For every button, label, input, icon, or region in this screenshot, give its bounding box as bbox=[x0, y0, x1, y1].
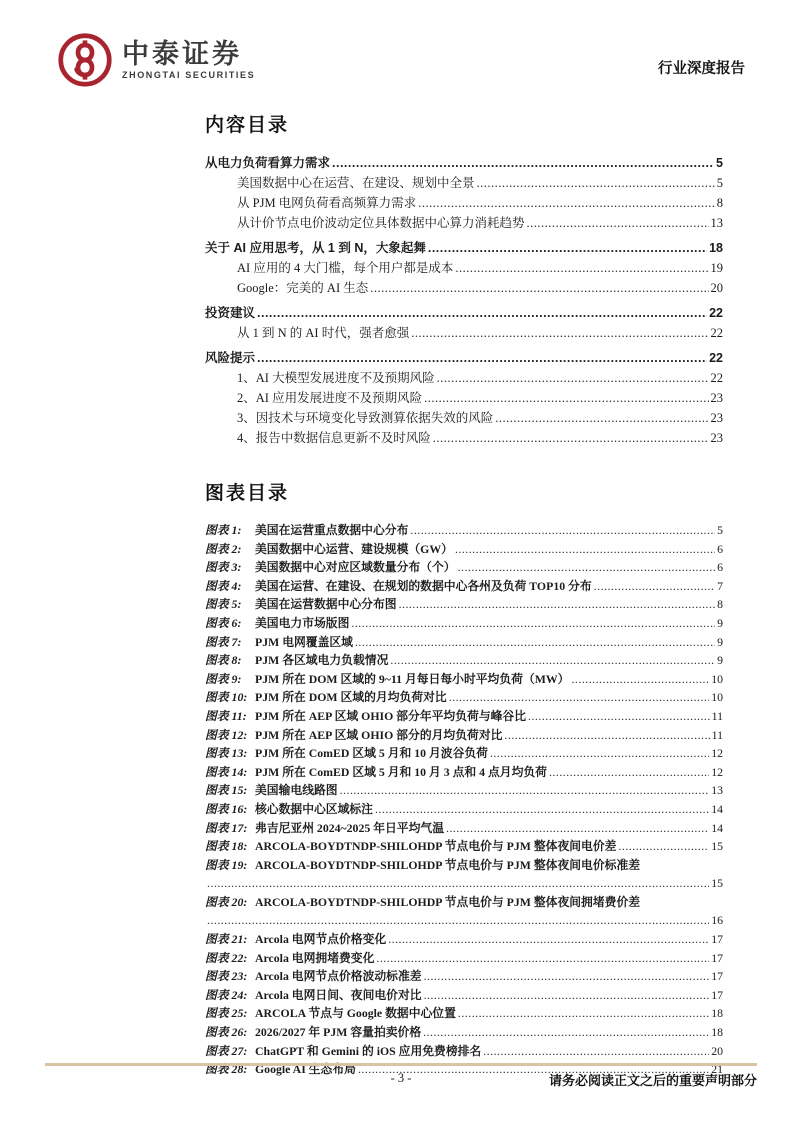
content-toc-title: 内容目录 bbox=[205, 115, 290, 136]
dot-leader bbox=[355, 633, 715, 652]
page-header bbox=[57, 26, 745, 88]
figure-label: 图表 2: bbox=[205, 541, 242, 556]
figure-toc-entry[interactable] bbox=[205, 967, 723, 986]
content-toc-entry[interactable] bbox=[205, 408, 723, 428]
entry-text: 从电力负荷看算力需求 bbox=[205, 156, 331, 170]
entry-page: 6 bbox=[717, 560, 723, 575]
entry-text: 风险提示 bbox=[205, 351, 256, 365]
dot-leader bbox=[504, 726, 709, 745]
entry-page: 12 bbox=[711, 746, 723, 761]
dot-leader bbox=[376, 949, 709, 968]
dot-leader bbox=[207, 874, 709, 893]
entry-page: 13 bbox=[710, 216, 723, 230]
figure-label: 图表 12: bbox=[205, 727, 248, 742]
content-toc-entry[interactable] bbox=[205, 193, 723, 213]
entry-text: 投资建议 bbox=[205, 306, 256, 320]
figure-toc-list bbox=[205, 521, 723, 1079]
entry-text: PJM 电网覆盖区域 bbox=[255, 634, 353, 649]
entry-text: 美国电力市场版图 bbox=[255, 615, 350, 630]
dot-leader bbox=[399, 595, 716, 614]
logo-name-cn: 中泰证券 bbox=[122, 39, 242, 69]
dot-leader bbox=[483, 1042, 709, 1061]
logo-name-en: ZHONGTAI SECURITIES bbox=[122, 70, 256, 80]
content-toc-entry[interactable] bbox=[205, 388, 723, 408]
entry-text: 美国在运营、在建设、在规划的数据中心各州及负荷 TOP10 分布 bbox=[255, 578, 592, 593]
entry-page: 15 bbox=[711, 876, 723, 891]
figure-label: 图表 14: bbox=[205, 764, 248, 779]
entry-text: ARCOLA-BOYDTNDP-SHILOHDP 节点电价与 PJM 整体夜间电价差 bbox=[255, 839, 617, 854]
entry-page: 21 bbox=[711, 1062, 723, 1077]
entry-page: 20 bbox=[710, 281, 723, 295]
dot-leader bbox=[351, 614, 715, 633]
dot-leader bbox=[428, 238, 707, 258]
entry-page: 10 bbox=[711, 671, 723, 686]
figure-toc-entry[interactable] bbox=[205, 819, 723, 838]
content-toc-entry[interactable] bbox=[205, 258, 723, 278]
page-footer bbox=[45, 1063, 757, 1096]
dot-leader bbox=[423, 1023, 709, 1042]
figure-toc-entry[interactable] bbox=[205, 949, 723, 968]
content-toc-entry[interactable] bbox=[205, 428, 723, 448]
figure-label: 图表 1: bbox=[205, 523, 242, 537]
entry-text: 弗吉尼亚州 2024~2025 年日平均气温 bbox=[255, 820, 444, 835]
entry-page: 16 bbox=[711, 913, 723, 928]
entry-page: 8 bbox=[716, 196, 723, 210]
figure-toc-entry[interactable] bbox=[205, 726, 723, 745]
entry-text: 2、AI 应用发展进度不及预期风险 bbox=[237, 391, 423, 405]
figure-label: 图表 23: bbox=[205, 969, 248, 984]
dot-leader bbox=[458, 1004, 709, 1023]
figure-toc-entry[interactable] bbox=[205, 651, 723, 670]
figure-toc-entry[interactable] bbox=[205, 670, 723, 689]
toc-main bbox=[205, 100, 723, 1079]
dot-leader bbox=[375, 800, 709, 819]
figure-toc-entry[interactable] bbox=[205, 744, 723, 763]
content-toc-entry[interactable] bbox=[205, 238, 723, 258]
entry-page: 15 bbox=[711, 839, 723, 854]
content-toc-entry[interactable] bbox=[205, 278, 723, 298]
entry-page: 13 bbox=[711, 783, 723, 798]
figure-toc-entry[interactable] bbox=[205, 930, 723, 949]
dot-leader bbox=[495, 408, 708, 428]
entry-page: 6 bbox=[717, 541, 723, 556]
content-toc-entry[interactable] bbox=[205, 213, 723, 233]
figure-label: 图表 22: bbox=[205, 950, 248, 965]
entry-text: ARCOLA 节点与 Google 数据中心位置 bbox=[255, 1006, 456, 1021]
figure-toc-title: 图表目录 bbox=[205, 483, 290, 504]
report-type-label: 行业深度报告 bbox=[658, 61, 745, 77]
entry-page: 9 bbox=[717, 634, 723, 649]
entry-text: Arcola 电网拥堵费变化 bbox=[255, 950, 375, 965]
dot-leader bbox=[571, 670, 709, 689]
figure-label: 图表 18: bbox=[205, 839, 248, 854]
dot-leader bbox=[207, 911, 709, 930]
entry-page: 18 bbox=[709, 241, 723, 255]
figure-toc-entry[interactable] bbox=[205, 595, 723, 614]
figure-label: 图表 6: bbox=[205, 615, 242, 630]
dot-leader bbox=[549, 763, 709, 782]
entry-text: ARCOLA-BOYDTNDP-SHILOHDP 节点电价与 PJM 整体夜间拥堵费价差 bbox=[255, 894, 641, 909]
entry-page: 22 bbox=[709, 351, 723, 365]
entry-page: 18 bbox=[711, 1006, 723, 1021]
entry-page: 8 bbox=[717, 597, 723, 612]
entry-page: 20 bbox=[711, 1043, 723, 1058]
content-toc-list bbox=[205, 153, 723, 448]
dot-leader bbox=[340, 781, 710, 800]
figure-toc-entry[interactable] bbox=[205, 893, 723, 912]
dot-leader bbox=[527, 213, 709, 233]
figure-label: 图表 24: bbox=[205, 987, 248, 1002]
dot-leader bbox=[388, 930, 709, 949]
entry-page: 5 bbox=[716, 176, 723, 190]
figure-toc-entry[interactable] bbox=[205, 986, 723, 1005]
figure-label: 图表 8: bbox=[205, 653, 242, 668]
figure-label: 图表 27: bbox=[205, 1043, 248, 1058]
entry-page: 5 bbox=[717, 523, 723, 537]
logo-text bbox=[122, 39, 255, 81]
entry-page: 22 bbox=[709, 306, 723, 320]
dot-leader bbox=[257, 348, 707, 368]
content-toc-entry[interactable] bbox=[205, 348, 723, 368]
dot-leader bbox=[455, 258, 708, 278]
entry-page: 18 bbox=[711, 1025, 723, 1040]
zhongtai-logo-icon bbox=[57, 32, 113, 88]
entry-page: 17 bbox=[711, 950, 723, 965]
figure-label: 图表 21: bbox=[205, 932, 248, 947]
entry-page: 9 bbox=[717, 653, 723, 668]
figure-toc-entry[interactable] bbox=[205, 521, 723, 540]
entry-text: Arcola 电网节点价格波动标准差 bbox=[255, 969, 422, 984]
entry-text: ARCOLA-BOYDTNDP-SHILOHDP 节点电价与 PJM 整体夜间电价标准差 bbox=[255, 857, 641, 872]
entry-text: 美国在运营重点数据中心分布 bbox=[255, 523, 409, 537]
dot-leader bbox=[477, 173, 715, 193]
figure-label: 图表 10: bbox=[205, 690, 248, 705]
entry-page: 9 bbox=[717, 615, 723, 630]
dot-leader bbox=[594, 577, 715, 596]
figure-label: 图表 15: bbox=[205, 783, 248, 798]
figure-toc-entry[interactable] bbox=[205, 540, 723, 559]
entry-text: 1、AI 大模型发展进度不及预期风险 bbox=[237, 371, 435, 385]
dot-leader bbox=[418, 193, 715, 213]
entry-page: 19 bbox=[710, 261, 723, 275]
entry-page: 7 bbox=[717, 578, 723, 593]
figure-label: 图表 9: bbox=[205, 671, 242, 686]
footer-disclaimer: 请务必阅读正文之后的重要声明部分 bbox=[548, 1073, 757, 1088]
zhongtai-logo bbox=[57, 32, 255, 88]
entry-page: 5 bbox=[716, 156, 723, 170]
entry-page: 23 bbox=[710, 391, 723, 405]
figure-toc-entry[interactable] bbox=[205, 1042, 723, 1061]
entry-page: 22 bbox=[710, 371, 723, 385]
figure-toc-entry[interactable] bbox=[205, 1004, 723, 1023]
dot-leader bbox=[257, 303, 707, 323]
figure-label: 图表 25: bbox=[205, 1006, 248, 1021]
figure-toc-entry[interactable] bbox=[205, 856, 723, 875]
entry-page: 17 bbox=[711, 987, 723, 1002]
entry-page: 22 bbox=[710, 326, 723, 340]
entry-text: PJM 所在 DOM 区域的月均负荷对比 bbox=[255, 690, 447, 705]
figure-toc-entry[interactable] bbox=[205, 614, 723, 633]
entry-text: PJM 所在 DOM 区域的 9~11 月每日每小时平均负荷（MW） bbox=[255, 671, 570, 686]
figure-label: 图表 4: bbox=[205, 578, 242, 593]
content-toc-entry[interactable] bbox=[205, 173, 723, 193]
dot-leader bbox=[424, 986, 710, 1005]
entry-page: 14 bbox=[711, 801, 723, 816]
entry-page: 10 bbox=[711, 690, 723, 705]
dot-leader bbox=[449, 688, 710, 707]
figure-toc-entry-continuation[interactable] bbox=[205, 874, 723, 893]
entry-text: 关于 AI 应用思考，从 1 到 N，大象起舞 bbox=[205, 241, 426, 255]
content-toc-entry[interactable] bbox=[205, 303, 723, 323]
figure-toc-entry[interactable] bbox=[205, 633, 723, 652]
dot-leader bbox=[437, 368, 709, 388]
figure-toc-entry[interactable] bbox=[205, 837, 723, 856]
dot-leader bbox=[458, 558, 716, 577]
entry-text: 从 PJM 电网负荷看高频算力需求 bbox=[237, 196, 417, 210]
dot-leader bbox=[618, 837, 709, 856]
entry-page: 11 bbox=[711, 708, 723, 723]
entry-text: PJM 所在 AEP 区域 OHIO 部分年平均负荷与峰谷比 bbox=[255, 708, 527, 723]
figure-label: 图表 17: bbox=[205, 820, 248, 835]
figure-label: 图表 11: bbox=[205, 708, 247, 723]
content-toc-entry[interactable] bbox=[205, 368, 723, 388]
entry-text: 3、因技术与环境变化导致测算依据失效的风险 bbox=[237, 411, 494, 425]
entry-text: Google：完美的 AI 生态 bbox=[237, 281, 369, 295]
figure-toc-entry[interactable] bbox=[205, 800, 723, 819]
figure-toc-entry[interactable] bbox=[205, 577, 723, 596]
entry-page: 17 bbox=[711, 969, 723, 984]
figure-toc-entry[interactable] bbox=[205, 558, 723, 577]
entry-page: 23 bbox=[710, 431, 723, 445]
entry-text: 2026/2027 年 PJM 容量拍卖价格 bbox=[255, 1025, 422, 1040]
figure-label: 图表 26: bbox=[205, 1025, 248, 1040]
entry-text: AI 应用的 4 大门槛，每个用户都是成本 bbox=[237, 261, 454, 275]
entry-text: 从计价节点电价波动定位具体数据中心算力消耗趋势 bbox=[237, 216, 525, 230]
entry-text: 4、报告中数据信息更新不及时风险 bbox=[237, 431, 431, 445]
entry-text: 美国数据中心在运营、在建设、规划中全景 bbox=[237, 176, 475, 190]
figure-label: 图表 3: bbox=[205, 560, 242, 575]
figure-label: 图表 7: bbox=[205, 634, 242, 649]
dot-leader bbox=[424, 388, 708, 408]
entry-text: Arcola 电网日间、夜间电价对比 bbox=[255, 987, 422, 1002]
figure-toc-entry[interactable] bbox=[205, 781, 723, 800]
figure-toc-entry[interactable] bbox=[205, 707, 723, 726]
entry-page: 23 bbox=[710, 411, 723, 425]
dot-leader bbox=[411, 323, 708, 343]
entry-text: Arcola 电网节点价格变化 bbox=[255, 932, 387, 947]
entry-text: PJM 所在 ComED 区域 5 月和 10 月波谷负荷 bbox=[255, 746, 488, 761]
figure-label: 图表 28: bbox=[205, 1062, 248, 1077]
dot-leader bbox=[433, 428, 709, 448]
figure-label: 图表 19: bbox=[205, 857, 248, 872]
dot-leader bbox=[390, 651, 715, 670]
entry-text: PJM 各区域电力负载情况 bbox=[255, 653, 389, 668]
entry-text: PJM 所在 ComED 区域 5 月和 10 月 3 点和 4 点月均负荷 bbox=[255, 764, 547, 779]
figure-label: 图表 13: bbox=[205, 746, 248, 761]
figure-label: 图表 16: bbox=[205, 801, 248, 816]
entry-text: 美国数据中心对应区域数量分布（个） bbox=[255, 560, 456, 575]
entry-text: Google AI 生态布局 bbox=[255, 1062, 356, 1077]
dot-leader bbox=[490, 744, 709, 763]
dot-leader bbox=[410, 521, 715, 540]
content-toc-entry[interactable] bbox=[205, 323, 723, 343]
dot-leader bbox=[370, 278, 708, 298]
entry-text: PJM 所在 AEP 区域 OHIO 部分的月均负荷对比 bbox=[255, 727, 503, 742]
entry-text: 美国输电线路图 bbox=[255, 783, 338, 798]
entry-text: 美国数据中心运营、建设规模（GW） bbox=[255, 541, 453, 556]
figure-label: 图表 5: bbox=[205, 597, 242, 612]
dot-leader bbox=[455, 540, 715, 559]
entry-page: 14 bbox=[711, 820, 723, 835]
figure-toc-entry[interactable] bbox=[205, 1023, 723, 1042]
entry-text: 美国在运营数据中心分布图 bbox=[255, 597, 397, 612]
entry-page: 12 bbox=[711, 764, 723, 779]
content-toc-entry[interactable] bbox=[205, 153, 723, 173]
dot-leader bbox=[332, 153, 714, 173]
figure-label: 图表 20: bbox=[205, 894, 248, 909]
entry-page: 11 bbox=[711, 727, 723, 742]
dot-leader bbox=[424, 967, 710, 986]
dot-leader bbox=[528, 707, 710, 726]
figure-toc-entry[interactable] bbox=[205, 688, 723, 707]
page-number: - 3 - bbox=[390, 1071, 412, 1085]
figure-toc-entry-continuation[interactable] bbox=[205, 911, 723, 930]
figure-toc-entry[interactable] bbox=[205, 763, 723, 782]
entry-text: ChatGPT 和 Gemini 的 iOS 应用免费榜排名 bbox=[255, 1043, 482, 1058]
entry-text: 核心数据中心区域标注 bbox=[255, 801, 373, 816]
entry-text: 从 1 到 N 的 AI 时代，强者愈强 bbox=[237, 326, 410, 340]
entry-page: 17 bbox=[711, 932, 723, 947]
dot-leader bbox=[446, 819, 709, 838]
